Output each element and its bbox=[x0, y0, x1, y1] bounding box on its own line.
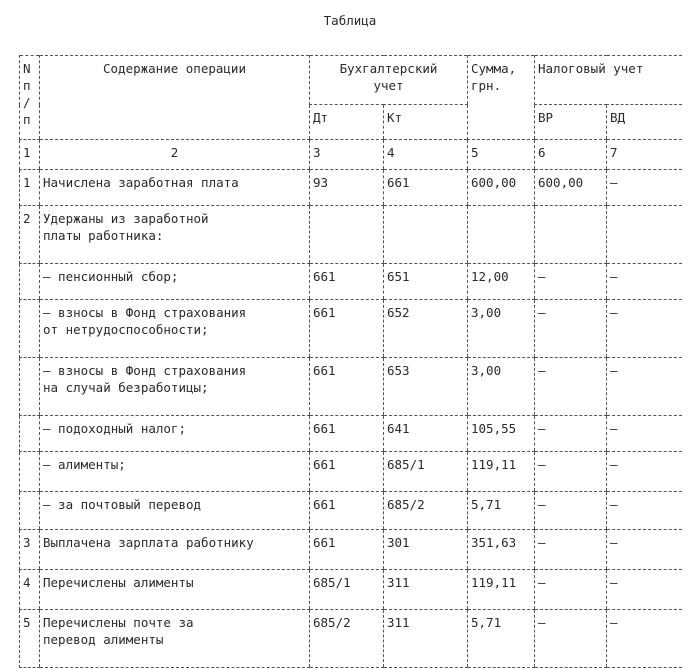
cell-n: 2 bbox=[20, 206, 40, 264]
cell-dt: 661 bbox=[310, 264, 384, 300]
cell-vd: – bbox=[607, 492, 682, 530]
cell-n bbox=[20, 264, 40, 300]
cell-vd: – bbox=[607, 300, 682, 358]
cell-vd: – bbox=[607, 264, 682, 300]
cell-kt: 311 bbox=[384, 610, 468, 668]
cell-sum: 3,00 bbox=[468, 358, 535, 416]
table-row bbox=[20, 452, 682, 492]
table-row bbox=[20, 300, 682, 358]
table-row bbox=[20, 610, 682, 668]
cell-kt: 685/1 bbox=[384, 452, 468, 492]
table-title: Таблица bbox=[323, 13, 377, 28]
column-number-row bbox=[20, 140, 682, 170]
cell-kt: 653 bbox=[384, 358, 468, 416]
cell-kt: 301 bbox=[384, 530, 468, 570]
cell-kt bbox=[384, 206, 468, 264]
cell-text: – взносы в Фонд страхования на случай безработицы; bbox=[40, 358, 310, 416]
cell-vr: – bbox=[535, 416, 607, 452]
table-row bbox=[20, 264, 682, 300]
cell-vd: – bbox=[607, 170, 682, 206]
table-row bbox=[20, 492, 682, 530]
cell-kt: 641 bbox=[384, 416, 468, 452]
cell-dt: 661 bbox=[310, 530, 384, 570]
cell-vr: – bbox=[535, 300, 607, 358]
cell-n bbox=[20, 358, 40, 416]
col-number: 7 bbox=[607, 140, 682, 170]
cell-n: 3 bbox=[20, 530, 40, 570]
cell-kt: 311 bbox=[384, 570, 468, 610]
cell-text: Удержаны из заработной платы работника: bbox=[40, 206, 310, 264]
cell-text: – за почтовый перевод bbox=[40, 492, 310, 530]
col-number: 4 bbox=[384, 140, 468, 170]
cell-kt: 652 bbox=[384, 300, 468, 358]
table-row bbox=[20, 570, 682, 610]
cell-sum: 12,00 bbox=[468, 264, 535, 300]
cell-text: – подоходный налог; bbox=[40, 416, 310, 452]
header-kt: Кт bbox=[384, 105, 468, 140]
cell-dt: 661 bbox=[310, 452, 384, 492]
cell-vr: – bbox=[535, 530, 607, 570]
cell-sum: 3,00 bbox=[468, 300, 535, 358]
cell-n bbox=[20, 452, 40, 492]
cell-vr: 600,00 bbox=[535, 170, 607, 206]
header-dt: Дт bbox=[310, 105, 384, 140]
cell-vd: – bbox=[607, 452, 682, 492]
cell-dt: 685/2 bbox=[310, 610, 384, 668]
cell-n bbox=[20, 416, 40, 452]
header-tax: Налоговый учет bbox=[535, 56, 682, 105]
cell-sum: 119,11 bbox=[468, 570, 535, 610]
cell-text: – алименты; bbox=[40, 452, 310, 492]
col-number: 3 bbox=[310, 140, 384, 170]
cell-text: Начислена заработная плата bbox=[40, 170, 310, 206]
cell-sum: 351,63 bbox=[468, 530, 535, 570]
col-number: 2 bbox=[40, 140, 310, 170]
cell-dt: 661 bbox=[310, 492, 384, 530]
cell-text: Перечислены почте за перевод алименты bbox=[40, 610, 310, 668]
header-vr: ВР bbox=[535, 105, 607, 140]
cell-vd: – bbox=[607, 570, 682, 610]
cell-n: 1 bbox=[20, 170, 40, 206]
cell-dt bbox=[310, 206, 384, 264]
cell-vd: – bbox=[607, 610, 682, 668]
cell-kt: 661 bbox=[384, 170, 468, 206]
cell-dt: 661 bbox=[310, 416, 384, 452]
cell-dt: 93 bbox=[310, 170, 384, 206]
cell-dt: 685/1 bbox=[310, 570, 384, 610]
col-number: 6 bbox=[535, 140, 607, 170]
table-row bbox=[20, 358, 682, 416]
cell-kt: 651 bbox=[384, 264, 468, 300]
cell-text: Перечислены алименты bbox=[40, 570, 310, 610]
cell-sum bbox=[468, 206, 535, 264]
cell-vr: – bbox=[535, 264, 607, 300]
header-sum: Сумма, грн. bbox=[468, 56, 535, 140]
cell-n bbox=[20, 492, 40, 530]
cell-sum: 600,00 bbox=[468, 170, 535, 206]
cell-text: – пенсионный сбор; bbox=[40, 264, 310, 300]
cell-n bbox=[20, 300, 40, 358]
table-row bbox=[20, 206, 682, 264]
cell-vd: – bbox=[607, 530, 682, 570]
cell-sum: 5,71 bbox=[468, 492, 535, 530]
header-accounting: Бухгалтерский учет bbox=[310, 56, 468, 105]
header-vd: ВД bbox=[607, 105, 682, 140]
cell-vd: – bbox=[607, 358, 682, 416]
cell-kt: 685/2 bbox=[384, 492, 468, 530]
cell-n: 5 bbox=[20, 610, 40, 668]
cell-vr: – bbox=[535, 492, 607, 530]
cell-sum: 105,55 bbox=[468, 416, 535, 452]
cell-vr: – bbox=[535, 452, 607, 492]
cell-vr bbox=[535, 206, 607, 264]
cell-vd bbox=[607, 206, 682, 264]
cell-dt: 661 bbox=[310, 300, 384, 358]
header-num: N п / п bbox=[20, 56, 40, 140]
cell-vd: – bbox=[607, 416, 682, 452]
col-number: 1 bbox=[20, 140, 40, 170]
cell-text: – взносы в Фонд страхования от нетрудоспособности; bbox=[40, 300, 310, 358]
cell-dt: 661 bbox=[310, 358, 384, 416]
cell-sum: 5,71 bbox=[468, 610, 535, 668]
header-content: Содержание операции bbox=[40, 56, 310, 140]
cell-vr: – bbox=[535, 570, 607, 610]
cell-n: 4 bbox=[20, 570, 40, 610]
header-row-1 bbox=[20, 56, 682, 105]
table-row bbox=[20, 416, 682, 452]
table-row bbox=[20, 530, 682, 570]
cell-sum: 119,11 bbox=[468, 452, 535, 492]
cell-text: Выплачена зарплата работнику bbox=[40, 530, 310, 570]
table-row bbox=[20, 170, 682, 206]
operations-table bbox=[19, 55, 682, 668]
cell-vr: – bbox=[535, 610, 607, 668]
cell-vr: – bbox=[535, 358, 607, 416]
col-number: 5 bbox=[468, 140, 535, 170]
